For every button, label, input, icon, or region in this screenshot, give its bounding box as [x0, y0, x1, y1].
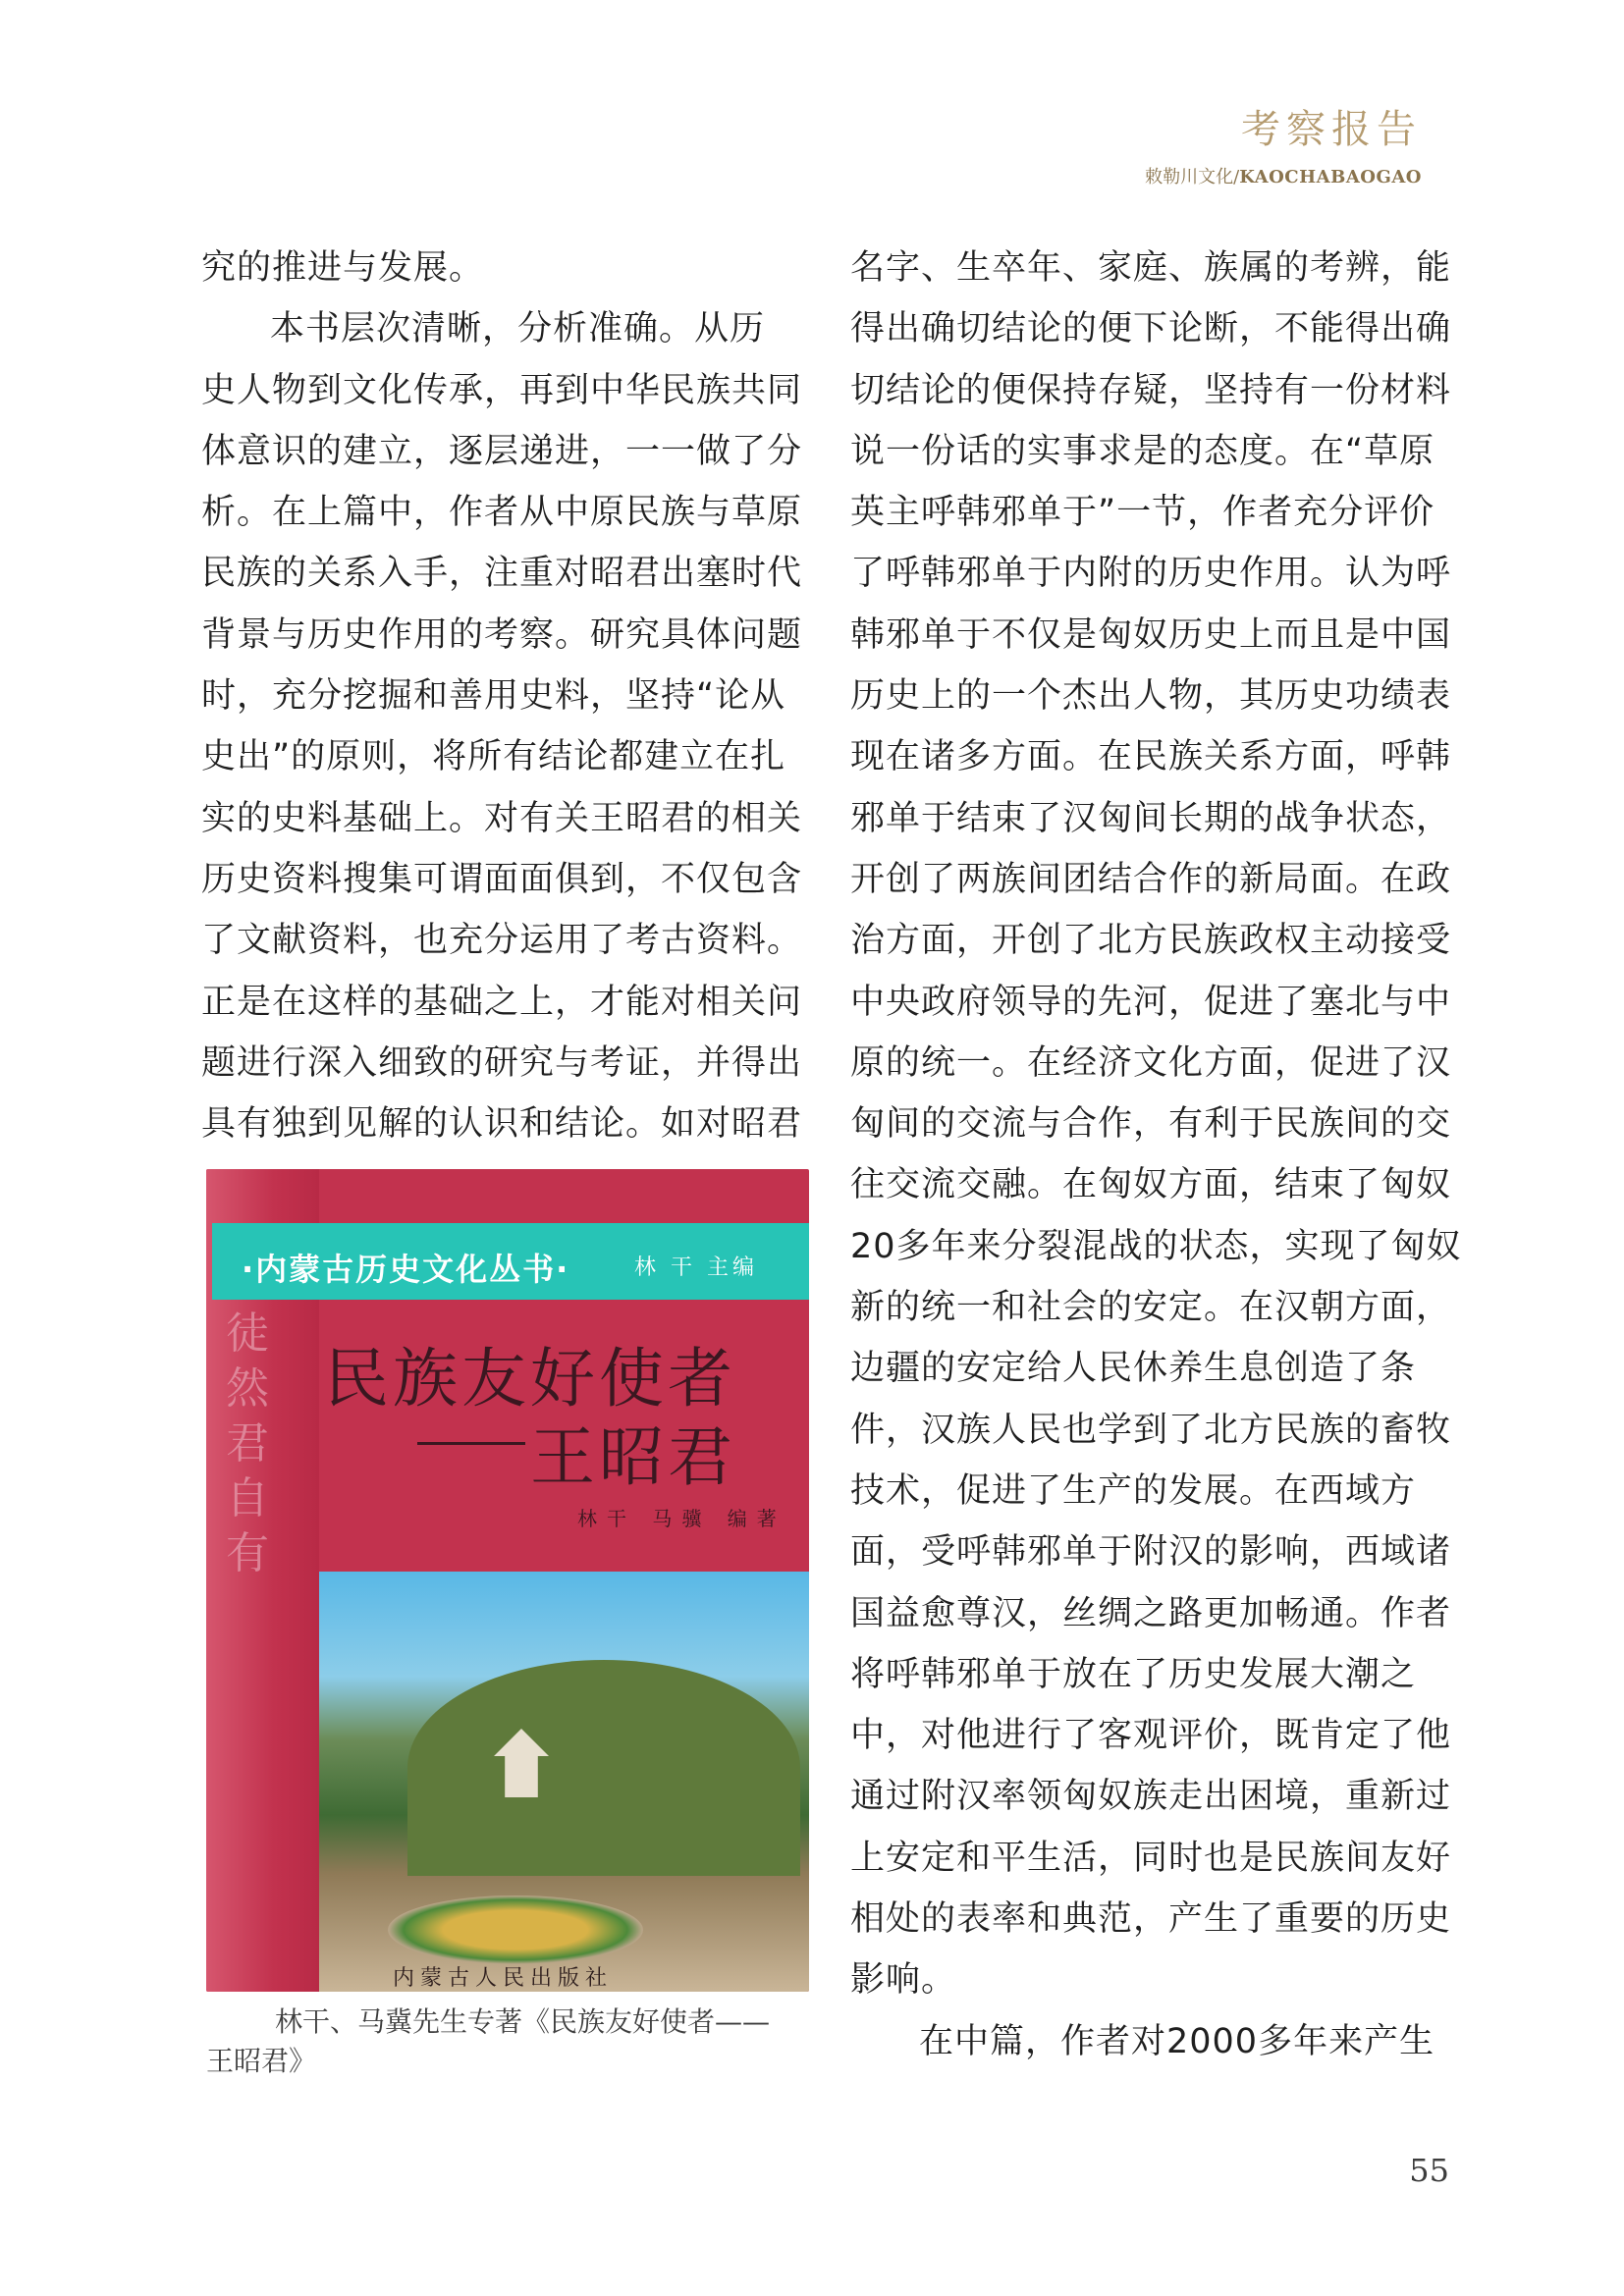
- text-line: 正是在这样的基础之上，才能对相关问: [201, 982, 803, 1022]
- text-line: 说一份话的实事求是的态度。在“草原: [850, 431, 1435, 471]
- book-authors: 林干 马骥 编著: [577, 1507, 786, 1530]
- text-line: 往交流交融。在匈奴方面，结束了匈奴: [850, 1165, 1452, 1205]
- hill-shape: [407, 1660, 800, 1876]
- landscape-photo: [319, 1572, 809, 1992]
- text-line: 实的史料基础上。对有关王昭君的相关: [201, 798, 803, 838]
- text-line: 面，受呼韩邪单于附汉的影响，西域诸: [850, 1532, 1452, 1573]
- text-line: 件，汉族人民也学到了北方民族的畜牧: [850, 1410, 1452, 1450]
- text-line: 名字、生卒年、家庭、族属的考辨，能: [850, 248, 1452, 288]
- text-line: 现在诸多方面。在民族关系方面，呼韩: [850, 737, 1452, 777]
- caption-line1: 林干、马冀先生专著《民族友好使者——: [275, 2005, 771, 2038]
- text-line: 韩邪单于不仅是匈奴历史上而且是中国: [850, 614, 1452, 655]
- text-line: 时，充分挖掘和善用史料，坚持“论从: [201, 676, 786, 717]
- text-line: 了文献资料，也充分运用了考古资料。: [201, 921, 803, 961]
- text-line: 治方面，开创了北方民族政权主动接受: [850, 921, 1452, 961]
- spine-calligraphy: 徒然君自有: [226, 1308, 269, 1578]
- text-line: 在中篇，作者对2000多年来产生: [919, 2021, 1435, 2061]
- subtitle-cn: 敕勒川文化: [1145, 167, 1234, 187]
- series-editor: 林 干 主编: [634, 1255, 758, 1280]
- text-line: 得出确切结论的便下论断，不能得出确: [850, 309, 1452, 349]
- book-title-line1: 民族友好使者: [324, 1341, 736, 1416]
- text-line: 切结论的便保持存疑，坚持有一份材料: [850, 370, 1452, 410]
- figure-caption: [206, 2002, 825, 2081]
- text-line: 具有独到见解的认识和结论。如对昭君: [201, 1104, 803, 1145]
- subtitle-en: KAOCHABAOGAO: [1239, 167, 1422, 187]
- text-line: 析。在上篇中，作者从中原民族与草原: [201, 493, 803, 533]
- book-publisher: 内蒙古人民出版社: [393, 1966, 614, 1991]
- series-band: [212, 1223, 809, 1300]
- text-line: 历史资料搜集可谓面面俱到，不仅包含: [201, 859, 803, 899]
- left-text-column: [201, 238, 803, 1154]
- text-line: 英主呼韩邪单于”一节，作者充分评价: [850, 493, 1435, 533]
- text-line: 题进行深入细致的研究与考证，并得出: [201, 1042, 803, 1083]
- text-line: 通过附汉率领匈奴族走出困境，重新过: [850, 1777, 1452, 1817]
- text-line: 边疆的安定给人民休养生息创造了条: [850, 1349, 1417, 1389]
- text-line: 民族的关系入手，注重对昭君出塞时代: [201, 554, 803, 594]
- text-line: 上安定和平生活，同时也是民族间友好: [850, 1838, 1452, 1878]
- section-subtitle: [1145, 169, 1422, 187]
- text-line: 相处的表率和典范，产生了重要的历史: [850, 1899, 1452, 1940]
- text-line: 新的统一和社会的安定。在汉朝方面，: [850, 1288, 1452, 1328]
- text-line: 中，对他进行了客观评价，既肯定了他: [850, 1716, 1452, 1756]
- text-line: 史人物到文化传承，再到中华民族共同: [201, 370, 803, 410]
- book-cover-photo: [206, 1169, 809, 1992]
- flower-bed-shape: [388, 1896, 643, 1964]
- caption-line2: 王昭君》: [206, 2045, 317, 2077]
- text-line: 了呼韩邪单于内附的历史作用。认为呼: [850, 554, 1452, 594]
- text-line: 邪单于结束了汉匈间长期的战争状态，: [850, 798, 1452, 838]
- text-line: 体意识的建立，逐层递进，一一做了分: [201, 431, 803, 471]
- text-line: 匈间的交流与合作，有利于民族间的交: [850, 1104, 1452, 1145]
- text-line: 影响。: [850, 1960, 957, 2001]
- title-dash: [417, 1442, 525, 1445]
- right-text-column: [850, 238, 1462, 2072]
- text-line: 将呼韩邪单于放在了历史发展大潮之: [850, 1654, 1417, 1694]
- text-line: 技术，促进了生产的发展。在西域方: [850, 1470, 1417, 1511]
- page-number: 55: [1409, 2152, 1449, 2189]
- text-line: 国益愈尊汉，丝绸之路更加畅通。作者: [850, 1593, 1452, 1633]
- text-line: 史出”的原则，将所有结论都建立在扎: [201, 737, 786, 777]
- text-line: 20多年来分裂混战的状态，实现了匈奴: [850, 1226, 1462, 1266]
- subtitle-separator: /: [1233, 167, 1240, 187]
- series-label: ·内蒙古历史文化丛书·: [242, 1251, 570, 1288]
- book-title-line2: 王昭君: [530, 1419, 736, 1495]
- text-line: 背景与历史作用的考察。研究具体问题: [201, 614, 803, 655]
- text-line: 本书层次清晰，分析准确。从历: [270, 309, 766, 349]
- text-line: 历史上的一个杰出人物，其历史功绩表: [850, 676, 1452, 717]
- text-line: 开创了两族间团结合作的新局面。在政: [850, 859, 1452, 899]
- section-title: 考察报告: [1241, 107, 1422, 152]
- text-line: 原的统一。在经济文化方面，促进了汉: [850, 1042, 1452, 1083]
- text-line: 究的推进与发展。: [201, 248, 485, 288]
- text-line: 中央政府领导的先河，促进了塞北与中: [850, 982, 1452, 1022]
